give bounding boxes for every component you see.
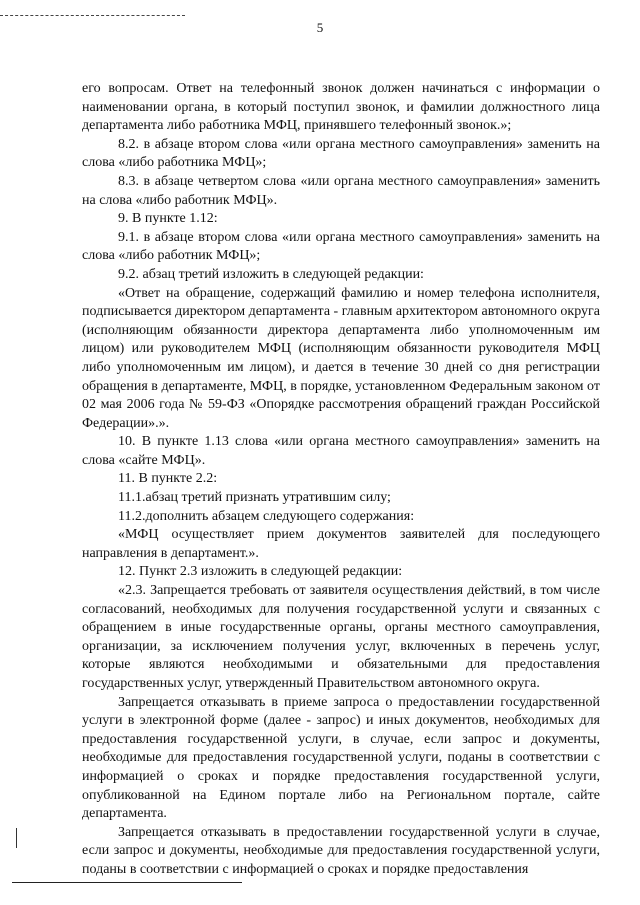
paragraph: его вопросам. Ответ на телефонный звонок должен начинаться с информации о наименовании органа, в который поступил звонок, и фамилии должностного лица департамента либо работника МФЦ, принявшего телефонный звонок.»;	[82, 81, 600, 134]
paragraph: «МФЦ осуществляет прием документов заявителей для последующего направления в департамент.».	[82, 527, 600, 561]
paragraph: 9. В пункте 1.12:	[118, 211, 218, 227]
paragraph: Запрещается отказывать в приеме запроса о предоставлении государственной услуги в электронной форме (далее - запрос) и иных документов, необходимых для предоставления государственной услуги, в случае, если запрос и документы, необходимые для предоставления государственной услуги, поданы в соответствии с информацией о сроках и порядке предоставления государственной услуги, опубликованной на Едином портале либо на Региональном портале, сайте департамента.	[82, 694, 600, 822]
paragraph: «2.3. Запрещается требовать от заявителя осуществления действий, в том числе согласований, необходимых для получения государственной услуги и связанных с обращением в иные государственные органы, органы местного самоуправления, организации, за исключением получения услуг, включенных в перечень услуг, которые являются необходимыми и обязательными для предоставления государственных услуг, утвержденный Правительством автономного округа.	[82, 583, 600, 691]
paragraph: 11. В пункте 2.2:	[118, 471, 218, 487]
paragraph: 11.2.дополнить абзацем следующего содержания:	[118, 508, 415, 524]
document-body	[82, 80, 600, 880]
header-dashed-rule	[0, 15, 185, 16]
paragraph: 12. Пункт 2.3 изложить в следующей редакции:	[118, 564, 403, 580]
paragraph: 9.2. абзац третий изложить в следующей редакции:	[118, 266, 424, 282]
paragraph: «Ответ на обращение, содержащий фамилию и номер телефона исполнителя, подписывается директором департамента - главным архитектором автономного округа (исполняющим обязанности директора департамента либо уполномоченным им лицом) или руководителем МФЦ (исполняющим обязанности руководителя МФЦ либо уполномоченным им лицом), и дается в течение 30 дней со дня регистрации обращения в департаменте, МФЦ, в порядке, установленном Федеральным законом от 02 мая 2006 года № 59-ФЗ «Опорядке рассмотрения обращений граждан Российской Федерации».».	[82, 285, 600, 431]
paragraph: 8.2. в абзаце втором слова «или органа местного самоуправления» заменить на слова «либо работника МФЦ»;	[82, 136, 600, 171]
paragraph: 11.1.абзац третий признать утратившим силу;	[118, 490, 391, 506]
footer-rule	[12, 882, 242, 883]
paragraph: 9.1. в абзаце втором слова «или органа местного самоуправления» заменить на слова «либо работник МФЦ»;	[82, 229, 600, 264]
page-number: 5	[316, 20, 324, 35]
paragraph: 8.3. в абзаце четвертом слова «или органа местного самоуправления» заменить на слова «либо работник МФЦ».	[82, 173, 600, 208]
margin-mark	[16, 828, 17, 848]
paragraph: Запрещается отказывать в предоставлении государственной услуги в случае, если запрос и документы, необходимые для предоставления государственной услуги, поданы в соответствии с информацией о сроках и порядке предоставления	[82, 824, 600, 877]
paragraph: 10. В пункте 1.13 слова «или органа местного самоуправления» заменить на слова «сайте МФЦ».	[82, 434, 600, 468]
